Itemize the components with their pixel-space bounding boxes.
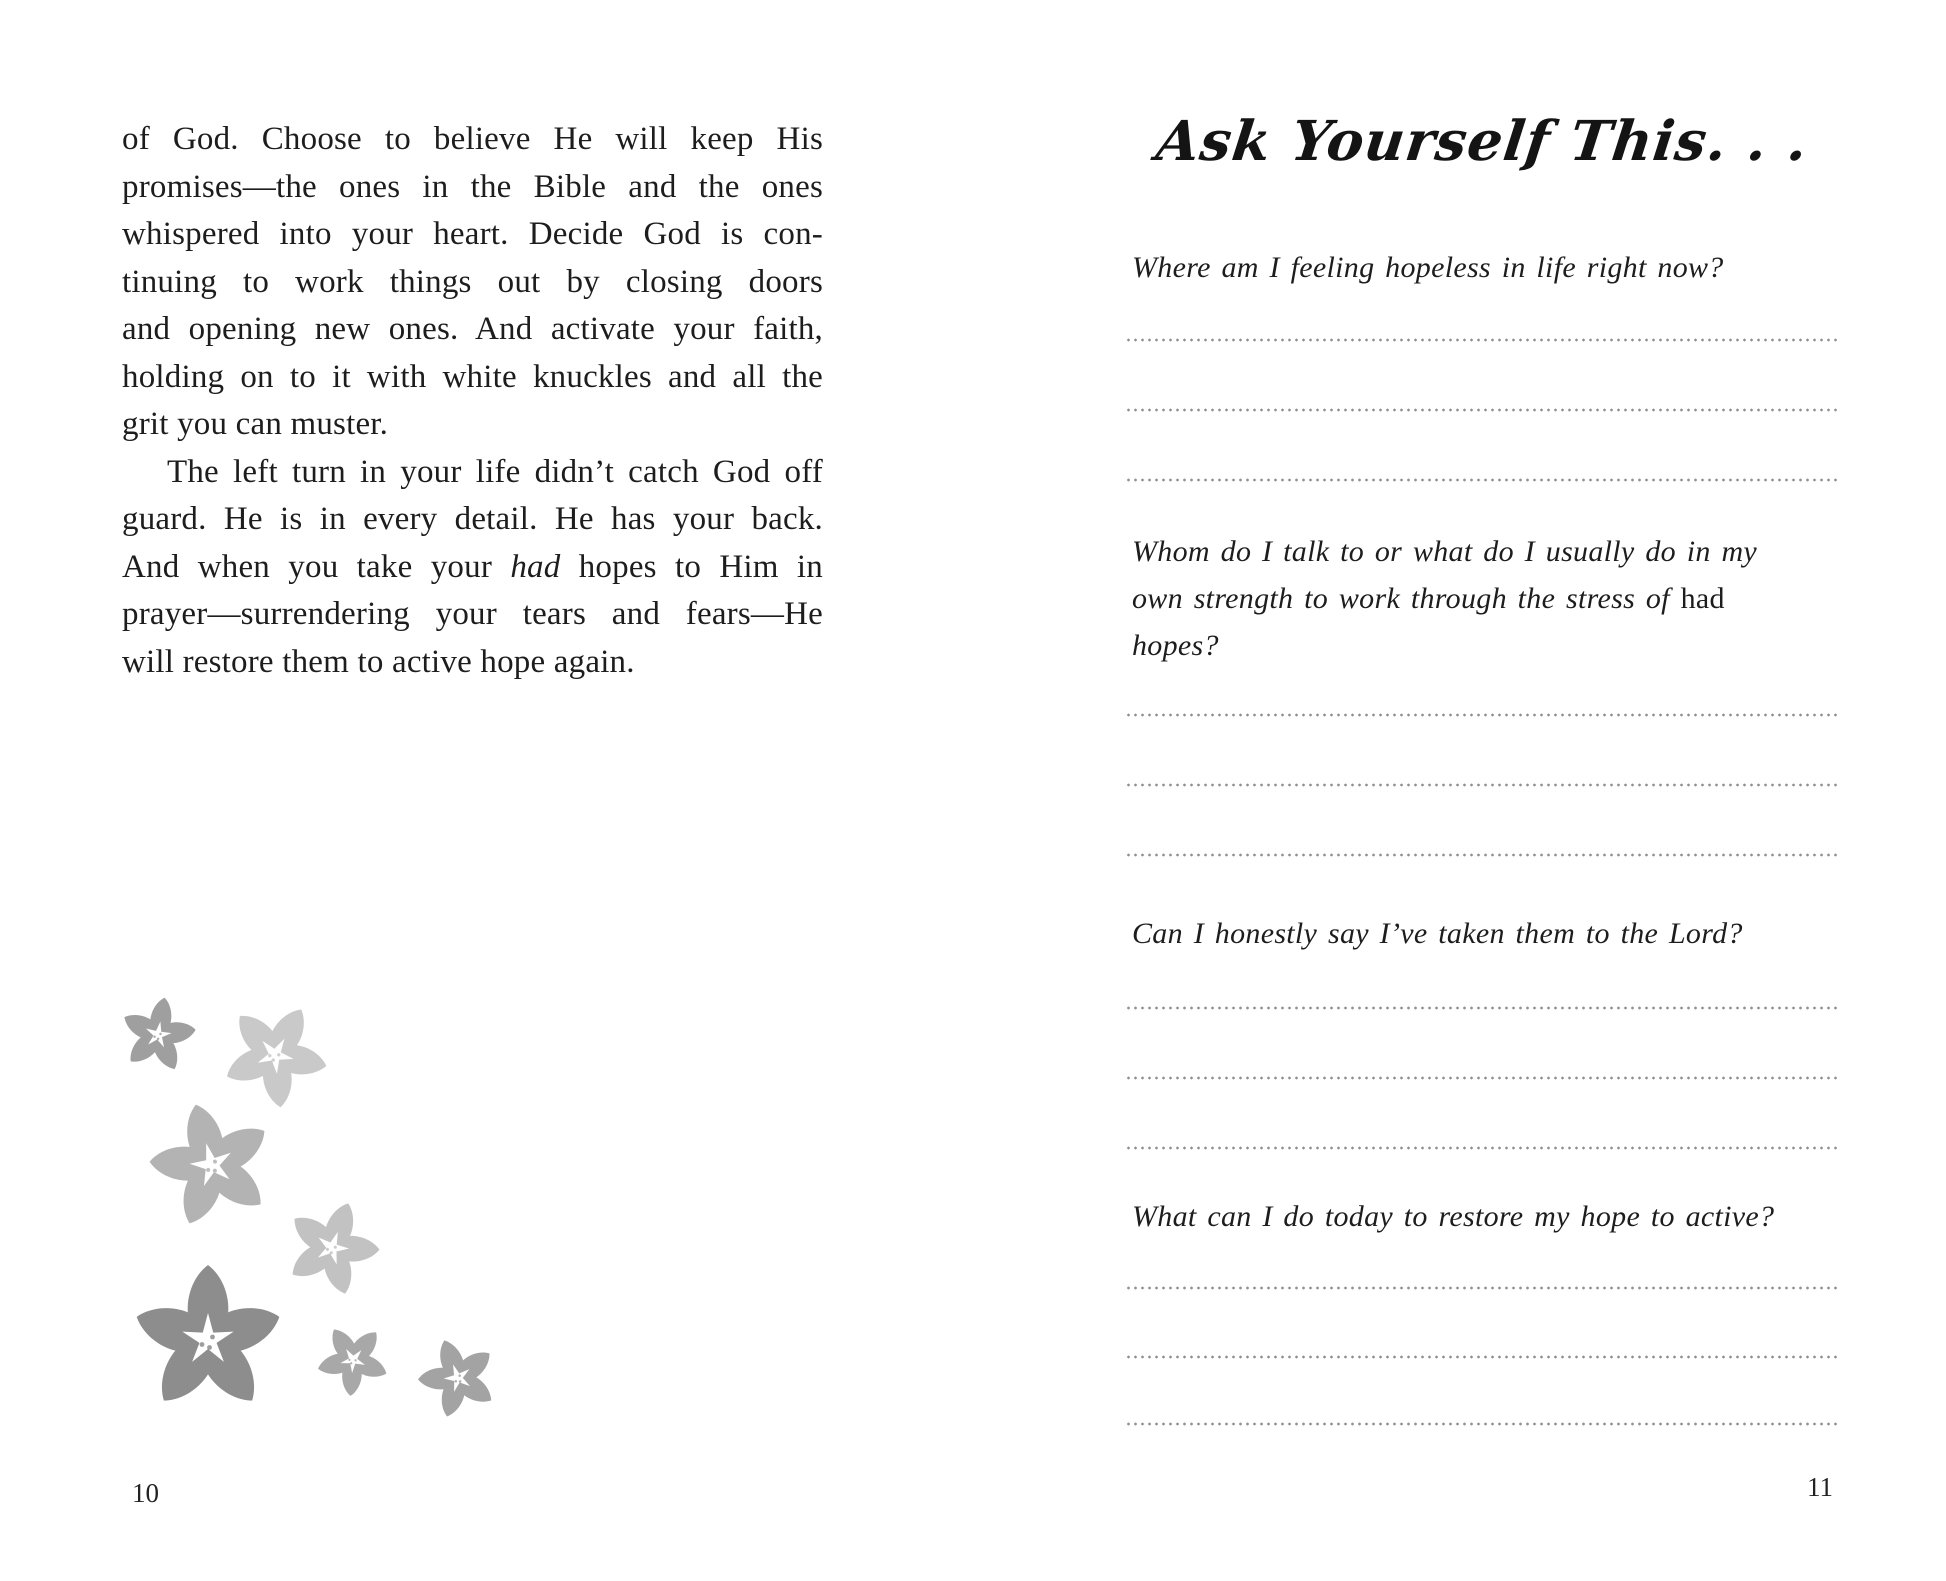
left-page-body — [122, 116, 823, 686]
question-text: hopes? — [1132, 629, 1219, 662]
writing-line — [1125, 1422, 1840, 1426]
flower-icon — [133, 1088, 290, 1240]
body-text: hopes to Him in — [560, 548, 823, 585]
writing-line — [1125, 783, 1840, 787]
writing-line — [1125, 478, 1840, 482]
writing-line — [1125, 338, 1840, 342]
emphasized-word: had — [510, 548, 561, 585]
flower-cluster-illustration — [60, 960, 540, 1440]
body-line: tinuing to work things out by closing doors — [122, 263, 823, 300]
body-text: And when you take your — [122, 548, 511, 585]
body-line: and opening new ones. And activate your faith, — [122, 311, 823, 347]
writing-line — [1125, 853, 1840, 857]
body-line: grit you can muster. — [122, 406, 389, 442]
flower-icon — [302, 1308, 405, 1410]
body-line: The left turn in your life didn’t catch God off — [167, 453, 823, 490]
emphasized-word: had — [1680, 582, 1725, 615]
body-line — [122, 544, 823, 592]
body-line: guard. He is in every detail. He has your back. — [122, 501, 823, 537]
section-heading: Ask Yourself This. . . — [1152, 108, 1813, 173]
journal-question-2 — [1132, 528, 1847, 669]
body-line: of God. Choose to believe He will keep His — [122, 121, 823, 157]
journal-question-3: Can I honestly say I’ve taken them to the Lord? — [1132, 917, 1743, 950]
journal-question-4: What can I do today to restore my hope to active? — [1132, 1200, 1775, 1233]
writing-line — [1125, 1146, 1840, 1150]
flower-icon — [203, 982, 349, 1126]
journal-question-1: Where am I feeling hopeless in life right now? — [1132, 251, 1724, 284]
page-number-right: 11 — [1807, 1472, 1833, 1502]
writing-line — [1125, 1286, 1840, 1290]
body-line: will restore them to active hope again. — [122, 643, 635, 680]
flower-icon — [130, 1265, 285, 1413]
flower-icon — [270, 1187, 394, 1308]
body-line: promises—the ones in the Bible and the ones — [122, 168, 823, 205]
writing-line — [1125, 408, 1840, 412]
page-number-left: 10 — [132, 1478, 159, 1508]
writing-line — [1125, 1006, 1840, 1010]
body-line: whispered into your heart. Decide God is con- — [122, 216, 823, 252]
flower-icon — [113, 991, 203, 1078]
flower-icon — [405, 1326, 510, 1428]
question-text: own strength to work through the stress of — [1132, 582, 1681, 615]
body-line: prayer—surrendering your tears and fears—He — [122, 596, 823, 632]
question-text: Whom do I talk to or what do I usually do in my — [1132, 535, 1758, 568]
writing-line — [1125, 713, 1840, 717]
body-line: holding on to it with white knuckles and all the — [122, 358, 823, 395]
writing-line — [1125, 1355, 1840, 1359]
writing-line — [1125, 1076, 1840, 1080]
